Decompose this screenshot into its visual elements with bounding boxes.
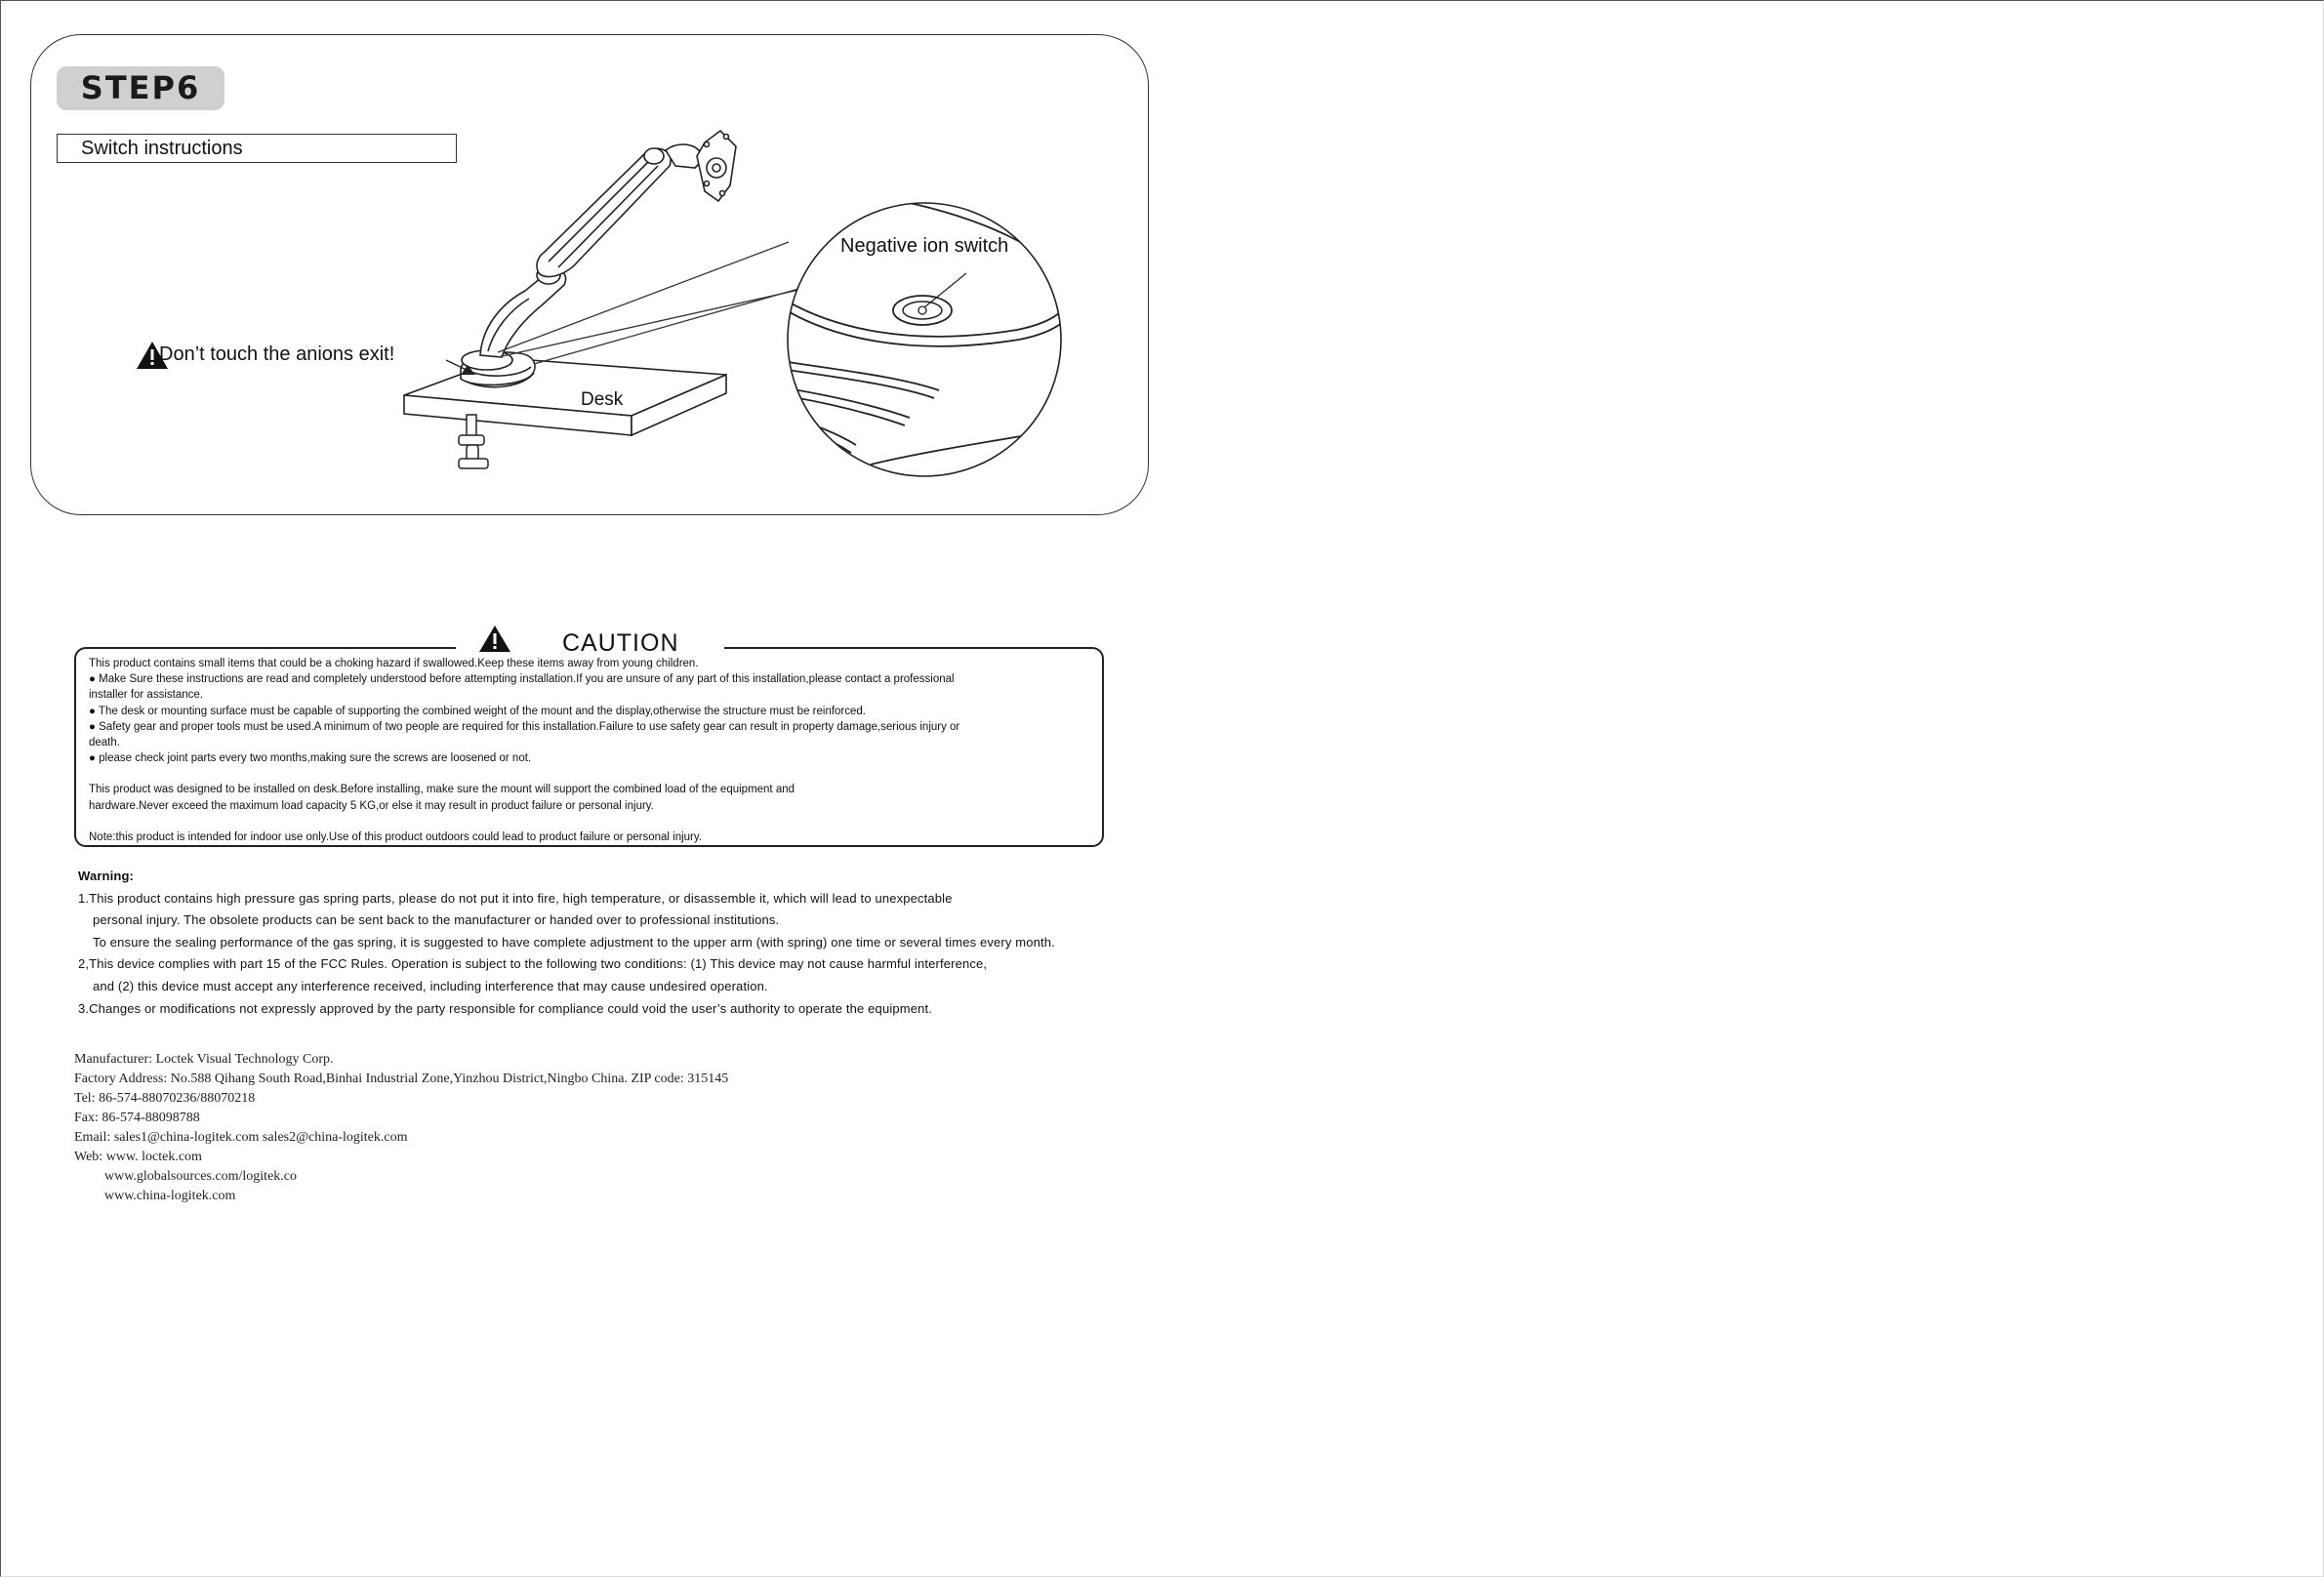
step-badge: STEP6	[57, 66, 224, 110]
step-subtitle: Switch instructions	[57, 134, 457, 163]
warning-line: 1.This product contains high pressure gas spring parts, please do not put it into fire, high temperature, or disassemble it, which will lead to unexpectable	[78, 890, 953, 906]
anions-warning-label: Don’t touch the anions exit!	[159, 344, 395, 365]
clamp-drawing	[459, 415, 488, 468]
caution-title: CAUTION	[562, 629, 679, 657]
warning-heading: Warning:	[78, 869, 135, 883]
caution-triangle-icon	[477, 625, 512, 654]
warning-line: 3.Changes or modifications not expressly approved by the party responsible for compliance could void the user’s authority to operate the equipment.	[78, 1000, 933, 1016]
warning-line: To ensure the sealing performance of the gas spring, it is suggested to have complete adjustment to the upper arm (with spring) one time or several times every month.	[93, 934, 1055, 950]
warning-line: 2,This device complies with part 15 of the FCC Rules. Operation is subject to the following two conditions: (1) This device may not cause harmful interference,	[78, 956, 988, 972]
website: Web: www. loctek.com	[74, 1150, 202, 1164]
manufacturer-info	[74, 1050, 953, 1206]
manufacturer-name: Manufacturer: Loctek Visual Technology Corp.	[74, 1052, 334, 1067]
caution-line: ● The desk or mounting surface must be capable of supporting the combined weight of the mount and the display,otherwise the structure must be reinforced.	[89, 705, 866, 717]
caution-text	[89, 656, 1094, 845]
telephone: Tel: 86-574-88070236/88070218	[74, 1091, 256, 1106]
caution-line: This product contains small items that could be a choking hazard if swallowed.Keep these items away from young children.	[89, 658, 699, 669]
caution-line: ● please check joint parts every two months,making sure the screws are loosened or not.	[89, 752, 532, 765]
caution-para-line: This product was designed to be installed on desk.Before installing, make sure the mount will support the combined load of the equipment and	[89, 784, 795, 796]
caution-para-line: hardware.Never exceed the maximum load capacity 5 KG,or else it may result in product failure or personal injury.	[89, 799, 654, 812]
vesa-plate-drawing	[666, 131, 736, 201]
website-3: www.china-logitek.com	[104, 1189, 236, 1203]
factory-address: Factory Address: No.588 Qihang South Road,Binhai Industrial Zone,Yinzhou District,Ningbo China. ZIP code: 315145	[74, 1072, 729, 1086]
monitor-arm-illustration	[31, 35, 1148, 514]
fax: Fax: 86-574-88098788	[74, 1111, 200, 1125]
caution-line: ● Make Sure these instructions are read and completely understood before attempting installation.If you are unsure of any part of this installation,please contact a professional	[89, 673, 955, 686]
step-panel	[30, 34, 1149, 515]
warning-line: personal injury. The obsolete products can be sent back to the manufacturer or handed over to professional institutions.	[93, 912, 780, 928]
website-2: www.globalsources.com/logitek.co	[104, 1169, 297, 1184]
desk-drawing	[404, 358, 726, 435]
warning-section	[78, 866, 1152, 1020]
caution-line: ● Safety gear and proper tools must be used.A minimum of two people are required for this installation.Failure to use safety gear can result in property damage,serious injury or	[89, 720, 960, 733]
email: Email: sales1@china-logitek.com sales2@china-logitek.com	[74, 1130, 408, 1145]
desk-label: Desk	[581, 389, 624, 410]
caution-line: death.	[89, 737, 120, 749]
caution-line: installer for assistance.	[89, 689, 203, 702]
caution-note: Note:this product is intended for indoor use only.Use of this product outdoors could lead to product failure or personal injury.	[89, 830, 702, 843]
upper-arm-drawing	[537, 148, 671, 277]
warning-line: and (2) this device must accept any interference received, including interference that may cause undesired operation.	[93, 978, 768, 993]
lower-arm-drawing	[480, 266, 566, 357]
switch-label: Negative ion switch	[840, 235, 1009, 257]
